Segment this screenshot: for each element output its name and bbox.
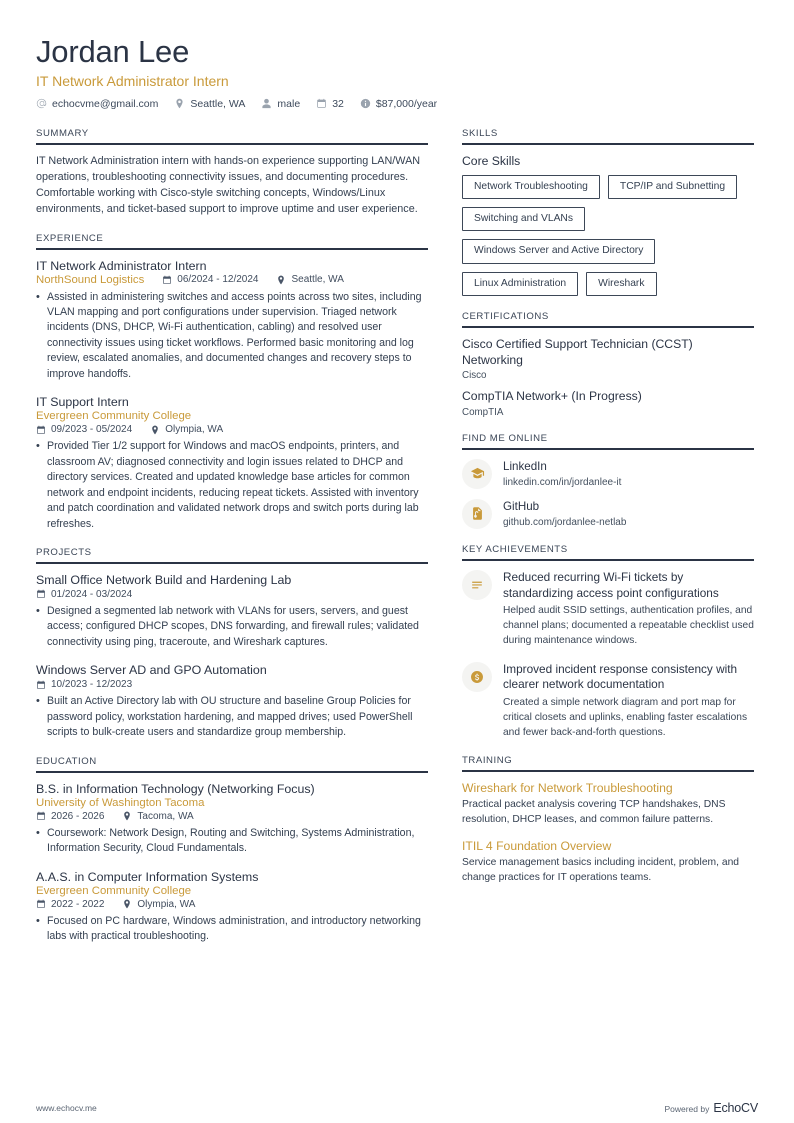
location-pin-icon — [174, 98, 185, 109]
skill-tag[interactable]: TCP/IP and Subnetting — [608, 175, 737, 199]
social-url[interactable]: github.com/jordanlee-netlab — [503, 516, 627, 528]
training-list — [462, 781, 754, 886]
location-text: Seattle, WA — [291, 274, 344, 286]
entry-meta — [36, 679, 428, 690]
meta-item — [162, 274, 258, 285]
section-heading-summary: SUMMARY — [36, 127, 89, 139]
lines-icon — [470, 578, 484, 592]
entry-title: A.A.S. in Computer Information Systems — [36, 869, 259, 884]
section-heading-find-me-online: FIND ME ONLINE — [462, 432, 548, 444]
achievement-description: Helped audit SSID settings, authentication profiles, and channel plans; documented a repeatable checklist used during maintenance windows. — [503, 605, 754, 646]
section-heading-training: TRAINING — [462, 755, 513, 767]
section-find-me-online — [462, 433, 754, 529]
achievement-title: Reduced recurring Wi-Fi tickets by standardizing access point configurations — [503, 569, 719, 600]
right-column — [462, 128, 754, 901]
skill-tag[interactable]: Switching and VLANs — [462, 207, 585, 231]
training-item — [462, 781, 754, 828]
contact-value: echocvme@gmail.com — [52, 97, 159, 110]
contact-value: Seattle, WA — [190, 97, 246, 110]
entry-meta — [36, 589, 428, 600]
experience-entry — [36, 259, 428, 383]
education-list — [36, 782, 428, 945]
meta-item — [122, 899, 195, 910]
info-icon — [360, 98, 371, 109]
location-text: Olympia, WA — [165, 424, 224, 436]
calendar-icon — [36, 811, 46, 821]
bullet-list — [36, 694, 428, 740]
bullet-item: • Designed a segmented lab network with VLANs for users, servers, and guest access; configured DHCP scopes, DNS forwarding, and firewall rules; validated connectivity using ping, traceroute, and Wireshark captures. — [36, 604, 428, 650]
social-icon-circle — [462, 499, 492, 529]
social-label: GitHub — [503, 500, 540, 514]
meta-item — [122, 811, 193, 822]
certification-item — [462, 389, 754, 418]
calendar-icon — [36, 425, 46, 435]
date-range: 2022 - 2022 — [51, 898, 105, 910]
calendar-icon — [316, 98, 327, 109]
contact-item — [360, 98, 437, 110]
location-text: Tacoma, WA — [137, 810, 194, 822]
projects-list — [36, 573, 428, 741]
achievement-title: Improved incident response consistency with clearer network documentation — [503, 661, 738, 692]
achievement-item — [462, 662, 754, 741]
section-rule — [36, 248, 428, 250]
entry-organization: University of Washington Tacoma — [36, 796, 205, 809]
contact-row — [36, 98, 758, 110]
bullet-list — [36, 826, 428, 857]
skill-tag[interactable]: Wireshark — [586, 272, 656, 296]
bullet-item: • Assisted in administering switches and access points across two sites, including VLAN mapping and port configurations under supervision. Triaged network incidents (DNS, DHCP, Wi-Fi authentication, cabling) and resolved user connectivity issues using ticket workflows. Performed basic monitoring and log review, escalated anomalies, and documented changes and recovery steps to improve handoffs. — [36, 290, 428, 383]
date-range: 06/2024 - 12/2024 — [177, 274, 259, 286]
footer-powered-by — [664, 1101, 758, 1115]
entry-title: B.S. in Information Technology (Networking Focus) — [36, 781, 315, 796]
candidate-job-title: IT Network Administrator Intern — [36, 72, 229, 89]
meta-item — [36, 899, 104, 910]
location-pin-icon — [150, 425, 160, 435]
social-url[interactable]: linkedin.com/in/jordanlee-it — [503, 476, 622, 488]
section-education — [36, 756, 428, 945]
section-certifications — [462, 311, 754, 418]
social-item[interactable] — [462, 459, 754, 489]
graduation-cap-icon — [470, 466, 485, 481]
contact-value: 32 — [332, 97, 344, 110]
certifications-list — [462, 337, 754, 418]
bullet-list — [36, 914, 428, 945]
location-pin-icon — [122, 811, 132, 821]
social-list — [462, 459, 754, 529]
date-range: 2026 - 2026 — [51, 810, 105, 822]
section-rule — [462, 559, 754, 561]
achievement-item — [462, 570, 754, 649]
entry-organization: Evergreen Community College — [36, 884, 192, 897]
contact-item — [316, 98, 344, 110]
bullet-item: • Coursework: Network Design, Routing and Switching, Systems Administration, Information Security, Cloud Fundamentals. — [36, 826, 428, 857]
entry-title: IT Network Administrator Intern — [36, 258, 207, 273]
contact-item — [174, 98, 245, 110]
meta-item — [36, 589, 132, 600]
certification-issuer: Cisco — [462, 370, 487, 382]
entry-organization: NorthSound Logistics — [36, 273, 145, 286]
section-skills — [462, 128, 754, 296]
entry-meta — [36, 424, 428, 435]
calendar-icon — [36, 589, 46, 599]
summary-text: IT Network Administration intern with hands-on experience supporting LAN/WAN operations, troubleshooting connectivity issues, and documenting procedures. Comfortable working with Cisco-style switching concepts, Windows/Linux environments, and ticket-based support to improve uptime and user experience. — [36, 154, 421, 215]
project-entry — [36, 573, 428, 650]
footer-brand: EchoCV — [713, 1101, 758, 1115]
person-icon — [261, 98, 272, 109]
experience-entry — [36, 395, 428, 532]
entry-meta — [36, 899, 428, 910]
training-title: ITIL 4 Foundation Overview — [462, 839, 612, 854]
skill-tag[interactable]: Linux Administration — [462, 272, 578, 296]
footer-powered-label: Powered by — [664, 1104, 710, 1114]
section-heading-projects: PROJECTS — [36, 546, 92, 558]
resume-columns — [0, 110, 794, 960]
location-pin-icon — [122, 899, 132, 909]
section-rule — [36, 562, 428, 564]
achievement-description: Created a simple network diagram and port map for critical closets and uplinks, enabling faster escalations and fewer back-and-forth questions. — [503, 696, 748, 738]
meta-item — [36, 679, 132, 690]
location-text: Olympia, WA — [137, 898, 196, 910]
meta-item — [276, 274, 343, 285]
entry-organization: Evergreen Community College — [36, 410, 192, 423]
achievement-icon-circle — [462, 570, 492, 600]
bullet-list — [36, 604, 428, 650]
date-range: 09/2023 - 05/2024 — [51, 424, 133, 436]
education-entry — [36, 782, 428, 857]
bullet-list — [36, 290, 428, 383]
contact-item — [36, 98, 158, 110]
training-item — [462, 839, 754, 886]
project-entry — [36, 663, 428, 740]
section-experience — [36, 233, 428, 532]
date-range: 10/2023 - 12/2023 — [51, 679, 133, 691]
section-heading-certifications: CERTIFICATIONS — [462, 311, 549, 323]
education-entry — [36, 870, 428, 945]
certification-issuer: CompTIA — [462, 406, 504, 418]
certification-name: CompTIA Network+ (In Progress) — [462, 389, 642, 404]
skill-tag-list — [462, 175, 754, 296]
page-footer — [0, 1101, 794, 1115]
entry-meta — [36, 811, 428, 822]
left-column — [36, 128, 428, 960]
section-heading-key-achievements: KEY ACHIEVEMENTS — [462, 543, 568, 555]
bullet-list — [36, 439, 428, 532]
section-rule — [36, 143, 428, 145]
section-rule — [36, 771, 428, 773]
bullet-item: • Built an Active Directory lab with OU structure and baseline Group Policies for password policy, workstation hardening, and mapped drives; used PowerShell scripts to bulk-create users and standardize group membership. — [36, 694, 428, 740]
section-rule — [462, 448, 754, 450]
meta-item — [36, 424, 132, 435]
section-heading-experience: EXPERIENCE — [36, 232, 104, 244]
candidate-name: Jordan Lee — [36, 34, 190, 69]
calendar-icon — [162, 275, 172, 285]
entry-title: Small Office Network Build and Hardening Lab — [36, 572, 292, 587]
certification-name: Cisco Certified Support Technician (CCST) Networking — [462, 337, 693, 367]
contact-value: male — [277, 97, 301, 110]
achievements-list — [462, 570, 754, 740]
section-rule — [462, 770, 754, 772]
training-description: Practical packet analysis covering TCP handshakes, DNS resolution, DHCP leases, and common failure patterns. — [462, 799, 726, 826]
entry-title: IT Support Intern — [36, 395, 129, 410]
date-range: 01/2024 - 03/2024 — [51, 588, 133, 600]
social-label: LinkedIn — [503, 460, 547, 474]
bullet-item: • Provided Tier 1/2 support for Windows and macOS endpoints, printers, and classroom AV; diagnosed connectivity and login issues related to DHCP and directory services. Created and updated knowledge base articles for common network and endpoint incidents, reducing repeat tickets. Assisted with inventory and patch coordination and validated network drops and switch ports during lab refreshes. — [36, 439, 428, 532]
skills-group-title: Core Skills — [462, 153, 521, 168]
section-rule — [462, 143, 754, 145]
training-title: Wireshark for Network Troubleshooting — [462, 781, 673, 796]
section-heading-education: EDUCATION — [36, 755, 97, 767]
entry-title: Windows Server AD and GPO Automation — [36, 663, 267, 678]
section-projects — [36, 547, 428, 741]
section-summary — [36, 128, 428, 218]
achievement-body — [503, 570, 754, 649]
contact-item — [261, 98, 300, 110]
achievement-body — [503, 662, 754, 741]
meta-item — [150, 424, 223, 435]
meta-item — [36, 811, 104, 822]
section-training — [462, 755, 754, 886]
experience-list — [36, 259, 428, 532]
resume-header — [0, 0, 794, 110]
social-text — [503, 460, 621, 487]
section-key-achievements — [462, 544, 754, 740]
achievement-icon-circle — [462, 662, 492, 692]
document-icon — [470, 506, 485, 521]
certification-item — [462, 337, 754, 381]
section-rule — [462, 326, 754, 328]
skill-tag[interactable]: Network Troubleshooting — [462, 175, 600, 199]
calendar-icon — [36, 899, 46, 909]
social-icon-circle — [462, 459, 492, 489]
social-item[interactable] — [462, 499, 754, 529]
contact-value: $87,000/year — [375, 97, 438, 110]
social-text — [503, 500, 626, 527]
coin-icon — [470, 670, 484, 684]
skill-tag[interactable]: Windows Server and Active Directory — [462, 239, 655, 263]
location-pin-icon — [276, 275, 286, 285]
calendar-icon — [36, 680, 46, 690]
bullet-item: • Focused on PC hardware, Windows administration, and introductory networking labs with practical troubleshooting. — [36, 914, 428, 945]
at-icon — [36, 98, 47, 109]
footer-website[interactable]: www.echocv.me — [36, 1103, 97, 1113]
training-description: Service management basics including incident, problem, and change practices for IT operations teams. — [462, 857, 740, 884]
entry-meta — [36, 274, 428, 286]
section-heading-skills: SKILLS — [462, 127, 498, 139]
